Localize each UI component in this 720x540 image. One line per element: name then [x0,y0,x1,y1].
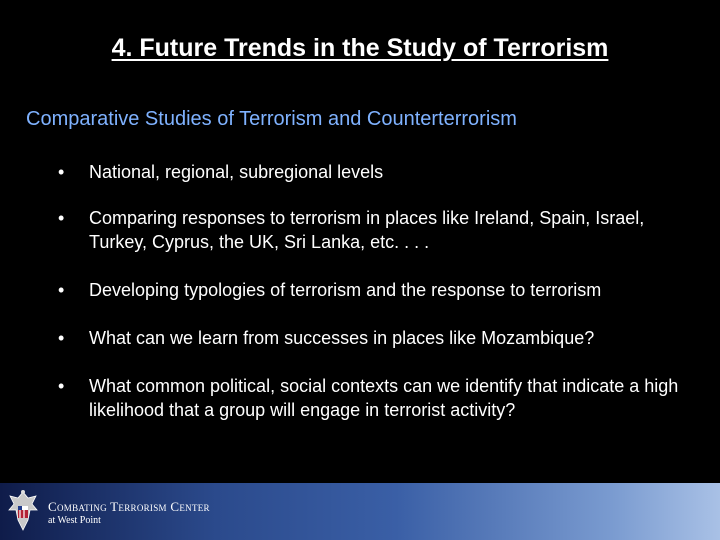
bullet-list [58,160,698,447]
bullet-text: What can we learn from successes in places like Mozambique? [89,328,595,348]
bullet-dot-icon: • [58,328,65,348]
footer-banner [0,483,720,540]
bullet-dot-icon: • [58,280,65,300]
bullet-text: What common political, social contexts can we identify that indicate a high likelihood that a group will engage in terrorist activity? [89,376,679,420]
bullet-dot-icon: • [58,162,65,182]
bullet-item [58,278,698,302]
bullet-item [58,326,698,350]
bullet-item [58,206,698,254]
bullet-dot-icon: • [58,376,65,396]
slide-subtitle: Comparative Studies of Terrorism and Counterterrorism [26,108,517,130]
slide-title: 4. Future Trends in the Study of Terrorism [111,34,609,62]
bullet-dot-icon: • [58,208,65,228]
bullet-text: Developing typologies of terrorism and the response to terrorism [89,280,602,300]
bullet-text: Comparing responses to terrorism in places like Ireland, Spain, Israel, Turkey, Cyprus, the UK, Sri Lanka, etc. . . . [89,208,645,252]
org-subtitle: at West Point [48,515,101,526]
org-name: Combating Terrorism Center [48,499,210,514]
bullet-item [58,160,698,184]
bullet-item [58,374,698,422]
bullet-text: National, regional, subregional levels [89,162,384,182]
eagle-seal-icon [6,486,40,536]
